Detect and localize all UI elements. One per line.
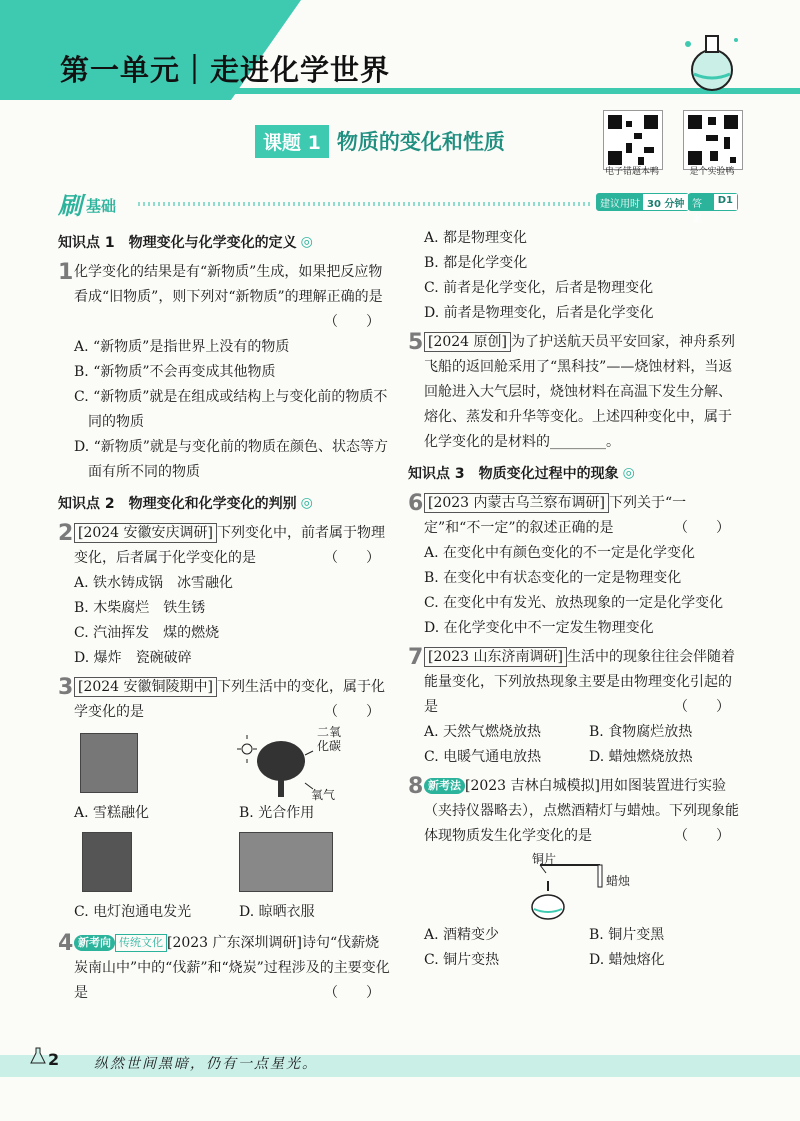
q4-number: 4 <box>58 931 74 956</box>
qr-code-right[interactable] <box>683 110 743 170</box>
lesson-title: 物质的变化和性质 <box>336 130 505 154</box>
q8-paren: （ ） <box>674 828 730 844</box>
page-footer <box>0 1050 800 1121</box>
q1-option-b[interactable]: B. “新物质”不会再变成其他物质 <box>74 364 276 380</box>
answer-label: 答案 <box>689 194 714 210</box>
q7-options <box>424 720 740 770</box>
q3-option-d: D. 晾晒衣服 <box>239 904 315 920</box>
flask-icon <box>676 30 746 94</box>
qr-pattern-icon <box>684 111 742 169</box>
q7-option-a[interactable]: A. 天然气燃烧放热 <box>424 724 542 740</box>
kp3-title: 知识点 3 物质变化过程中的现象 <box>408 466 619 482</box>
question-3 <box>58 675 390 925</box>
q8-option-d[interactable]: D. 蜡烛熔化 <box>589 952 665 968</box>
q3-option-a: A. 雪糕融化 <box>74 805 150 821</box>
q7-paren: （ ） <box>674 699 730 715</box>
q6-source: [2023 内蒙古乌兰察布调研] <box>424 493 609 513</box>
q3-cell-a[interactable] <box>74 733 239 826</box>
tree-diagram <box>239 725 404 802</box>
q3-option-c: C. 电灯泡通电发光 <box>74 904 192 920</box>
q2-option-c[interactable]: C. 汽油挥发 煤的燃烧 <box>74 625 220 641</box>
question-4-options <box>408 226 740 326</box>
left-column <box>58 228 390 1006</box>
q7-source: [2023 山东济南调研] <box>424 647 567 667</box>
q4-option-d[interactable]: D. 前者是物理变化，后者是化学变化 <box>424 305 654 321</box>
q1-option-d[interactable]: D. “新物质”就是与变化前的物质在颜色、状态等方面有所不同的物质 <box>74 439 388 480</box>
q3-stem: 下列生活中的变化，属于化学变化的是 <box>74 679 386 720</box>
q4-paren: （ ） <box>324 985 380 1001</box>
q3-option-b: B. 光合作用 <box>239 805 315 821</box>
q8-number: 8 <box>408 774 424 799</box>
lesson-heading <box>255 125 505 157</box>
q6-stem: 下列关于“一定”和“不一定”的叙述正确的是 <box>424 495 687 536</box>
kp1-title: 知识点 1 物理变化与化学变化的定义 <box>58 235 297 251</box>
q7-number: 7 <box>408 645 424 670</box>
q4-option-a[interactable]: A. 都是物理变化 <box>424 230 528 246</box>
question-2 <box>58 521 390 671</box>
q5-number: 5 <box>408 330 424 355</box>
q7-option-b[interactable]: B. 食物腐烂放热 <box>589 724 693 740</box>
q8-stem: 用如图装置进行实验（夹持仪器略去），点燃酒精灯与蜡烛。下列现象能体现物质发生化学变化的是 <box>424 778 739 844</box>
section-small-label: 基础 <box>86 197 117 215</box>
q2-source: [2024 安徽安庆调研] <box>74 523 217 543</box>
q4-source: [2023 广东深圳调研] <box>167 935 303 951</box>
kp2-title: 知识点 2 物理变化和化学变化的判别 <box>58 496 297 512</box>
ice-cream-image <box>80 733 138 793</box>
target-icon: ◎ <box>300 234 313 250</box>
target-icon: ◎ <box>300 495 313 511</box>
question-5 <box>408 330 740 455</box>
q3-cell-c[interactable] <box>74 832 239 925</box>
section-dotline <box>138 202 590 206</box>
copper-label: 铜片 <box>532 852 557 866</box>
q8-option-b[interactable]: B. 铜片变黑 <box>589 927 665 943</box>
qr-right-caption: 是个实验鸭 <box>689 167 735 177</box>
question-6 <box>408 491 740 641</box>
q3-number: 3 <box>58 675 74 700</box>
answer-pill <box>688 193 738 225</box>
unit-title: 第一单元｜走进化学世界 <box>60 53 391 87</box>
question-7 <box>408 645 740 770</box>
flask-small-icon <box>30 1047 46 1065</box>
q8-options <box>424 923 740 973</box>
q5-source: [2024 原创] <box>424 332 511 352</box>
q1-option-c[interactable]: C. “新物质”就是在组成或结构上与变化前的物质不同的物质 <box>74 389 388 430</box>
q6-option-c[interactable]: C. 在变化中有发光、放热现象的一定是化学变化 <box>424 595 724 611</box>
page-number: 2 <box>48 1050 60 1069</box>
q8-tag-new: 新考法 <box>424 778 465 794</box>
q7-stem: 生活中的现象往往会伴随着能量变化，下列放热现象主要是由物理变化引起的是 <box>424 649 736 715</box>
knowledge-point-1 <box>58 232 390 252</box>
right-column <box>408 226 740 973</box>
q8-source: [2023 吉林白城模拟] <box>465 778 601 794</box>
q2-option-a[interactable]: A. 铁水铸成锅 冰雪融化 <box>74 575 234 591</box>
q3-source: [2024 安徽铜陵期中] <box>74 677 217 697</box>
knowledge-point-2 <box>58 493 390 513</box>
q1-number: 1 <box>58 260 74 285</box>
q4-stem: 诗句“伐薪烧炭南山中”中的“伐薪”和“烧炭”过程涉及的主要变化是 <box>74 935 390 1001</box>
section-big-label: 刷 <box>58 192 82 220</box>
q5-stem: 为了护送航天员平安回家，神舟系列飞船的返回舱采用了“黑科技”——烧蚀材料，当返回舱进入大气层时，烧蚀材料在高温下发生分解、熔化、蒸发和升华等变化。上述四种变化中，属于化学变化的是材料的________。 <box>424 334 736 450</box>
question-4 <box>58 931 390 1006</box>
q2-stem: 下列变化中，前者属于物理变化，后者属于化学变化的是 <box>74 525 386 566</box>
knowledge-point-3 <box>408 463 740 483</box>
co2-label: 二氧化碳 <box>317 725 342 753</box>
q2-paren: （ ） <box>324 550 380 566</box>
q3-paren: （ ） <box>324 704 380 720</box>
q1-paren: （ ） <box>324 314 380 330</box>
q2-option-d[interactable]: D. 爆炸 瓷碗破碎 <box>74 650 192 666</box>
question-8 <box>408 774 740 973</box>
q4-option-b[interactable]: B. 都是化学变化 <box>424 255 528 271</box>
time-label: 建议用时 <box>597 194 643 210</box>
q8-option-c[interactable]: C. 铜片变热 <box>424 952 500 968</box>
q6-option-b[interactable]: B. 在变化中有状态变化的一定是物理变化 <box>424 570 682 586</box>
q6-paren: （ ） <box>674 520 730 536</box>
q1-option-a[interactable]: A. “新物质”是指世界上没有的物质 <box>74 339 290 355</box>
lesson-tag: 课题 1 <box>255 125 329 158</box>
candle-label: 蜡烛 <box>606 874 631 888</box>
q7-option-c[interactable]: C. 电暖气通电放热 <box>424 749 542 765</box>
q8-option-a[interactable]: A. 酒精变少 <box>424 927 500 943</box>
q6-option-d[interactable]: D. 在化学变化中不一定发生物理变化 <box>424 620 654 636</box>
footer-motto: 纵然世间黑暗，仍有一点星光。 <box>94 1056 318 1072</box>
q3-cell-b[interactable] <box>239 725 404 826</box>
qr-left-caption: 电子错题本鸭 <box>604 167 659 177</box>
q4-option-c[interactable]: C. 前者是化学变化，后者是物理变化 <box>424 280 654 296</box>
q7-option-d[interactable]: D. 蜡烛燃烧放热 <box>589 749 693 765</box>
q3-cell-d[interactable] <box>239 832 404 925</box>
section-bar <box>58 188 738 225</box>
q6-number: 6 <box>408 491 424 516</box>
qr-code-left[interactable] <box>603 110 663 170</box>
q4-tag-culture: 传统文化 <box>115 934 167 952</box>
question-1 <box>58 260 390 485</box>
q2-option-b[interactable]: B. 木柴腐烂 铁生锈 <box>74 600 206 616</box>
drying-clothes-image <box>239 832 333 892</box>
qr-pattern-icon <box>604 111 662 169</box>
time-value: 30 分钟 <box>643 194 688 210</box>
q4-tag-new: 新考向 <box>74 935 115 951</box>
q2-number: 2 <box>58 521 74 546</box>
q6-option-a[interactable]: A. 在变化中有颜色变化的不一定是化学变化 <box>424 545 696 561</box>
time-pill <box>596 193 689 211</box>
q3-image-grid <box>74 725 390 925</box>
q8-apparatus <box>518 849 740 923</box>
light-bulb-image <box>82 832 132 892</box>
q1-stem: 化学变化的结果是有“新物质”生成，如果把反应物看成“旧物质”，则下列对“新物质”的理解正确的是 <box>74 264 383 305</box>
answer-value: D1 <box>714 194 737 210</box>
o2-label: 氧气 <box>311 788 336 802</box>
target-icon: ◎ <box>622 465 635 481</box>
